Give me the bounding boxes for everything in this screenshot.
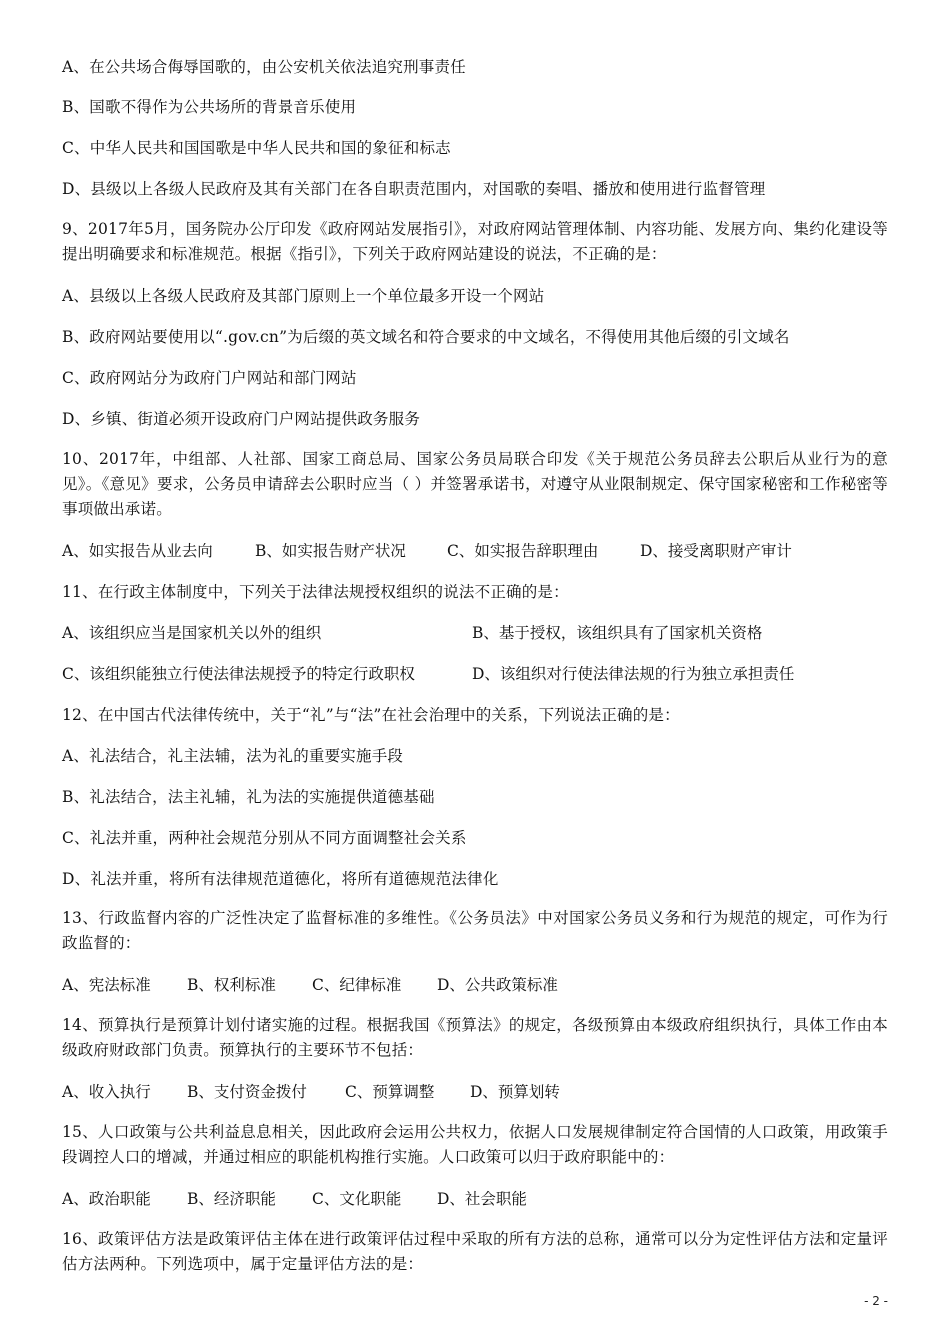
q10-option-c: C、如实报告辞职理由	[447, 542, 599, 560]
q11-option-a: A、该组织应当是国家机关以外的组织	[62, 624, 322, 642]
q15-option-b: B、经济职能	[187, 1190, 276, 1208]
q8-option-b: B、国歌不得作为公共场所的背景音乐使用	[62, 98, 357, 116]
q15-option-a: A、政治职能	[62, 1190, 151, 1208]
q14-option-a: A、收入执行	[62, 1083, 151, 1101]
q15-stem: 15、人口政策与公共利益息息相关，因此政府会运用公共权力，依据人口发展规律制定符合国情的人口政策，用政策手段调控人口的增减，并通过相应的职能机构推行实施。人口政策可以归于政府职能中的：	[62, 1123, 888, 1166]
q14-stem: 14、预算执行是预算计划付诸实施的过程。根据我国《预算法》的规定，各级预算由本级政府组织执行，具体工作由本级政府财政部门负责。预算执行的主要环节不包括：	[62, 1016, 888, 1059]
q9-option-c: C、政府网站分为政府门户网站和部门网站	[62, 369, 357, 387]
q12-option-d: D、礼法并重，将所有法律规范道德化，将所有道德规范法律化	[62, 870, 499, 888]
q11-option-d: D、该组织对行使法律法规的行为独立承担责任	[472, 665, 795, 683]
q15-option-d: D、社会职能	[437, 1190, 527, 1208]
q15-option-c: C、文化职能	[312, 1190, 402, 1208]
q8-option-d: D、县级以上各级人民政府及其有关部门在各自职责范围内，对国歌的奏唱、播放和使用进行监督管理	[62, 180, 766, 198]
q14-option-c: C、预算调整	[345, 1083, 435, 1101]
q13-option-d: D、公共政策标准	[437, 976, 558, 994]
q10-option-b: B、如实报告财产状况	[255, 542, 406, 560]
q9-option-a: A、县级以上各级人民政府及其部门原则上一个单位最多开设一个网站	[62, 287, 545, 305]
q8-option-a: A、在公共场合侮辱国歌的，由公安机关依法追究刑事责任	[62, 58, 466, 76]
q14-option-d: D、预算划转	[470, 1083, 560, 1101]
q14-option-b: B、支付资金拨付	[187, 1083, 307, 1101]
q12-option-a: A、礼法结合，礼主法辅，法为礼的重要实施手段	[62, 747, 404, 765]
q10-stem: 10、2017年，中组部、人社部、国家工商总局、国家公务员局联合印发《关于规范公务员辞去公职后从业行为的意见》。《意见》要求，公务员申请辞去公职时应当（ ）并签署承诺书，对遵守从业限制规定、保守国家秘密和工作秘密等事项做出承诺。	[62, 450, 888, 518]
q10-option-d: D、接受离职财产审计	[640, 542, 792, 560]
page-number: - 2 -	[864, 1294, 888, 1308]
q10-option-a: A、如实报告从业去向	[62, 542, 213, 560]
q13-option-b: B、权利标准	[187, 976, 276, 994]
q9-option-b: B、政府网站要使用以“.gov.cn”为后缀的英文域名和符合要求的中文域名，不得使用其他后缀的引文域名	[62, 328, 790, 346]
q11-option-b: B、基于授权，该组织具有了国家机关资格	[472, 624, 763, 642]
q8-option-c: C、中华人民共和国国歌是中华人民共和国的象征和标志	[62, 139, 451, 157]
q12-option-b: B、礼法结合，法主礼辅，礼为法的实施提供道德基础	[62, 788, 435, 806]
q16-stem: 16、政策评估方法是政策评估主体在进行政策评估过程中采取的所有方法的总称，通常可以分为定性评估方法和定量评估方法两种。下列选项中，属于定量评估方法的是：	[62, 1230, 888, 1273]
q12-option-c: C、礼法并重，两种社会规范分别从不同方面调整社会关系	[62, 829, 467, 847]
q12-stem: 12、在中国古代法律传统中，关于“礼”与“法”在社会治理中的关系，下列说法正确的是：	[62, 706, 680, 724]
q9-option-d: D、乡镇、街道必须开设政府门户网站提供政务服务	[62, 410, 421, 428]
q11-stem: 11、在行政主体制度中，下列关于法律法规授权组织的说法不正确的是：	[62, 583, 569, 601]
q13-option-a: A、宪法标准	[62, 976, 151, 994]
q13-option-c: C、纪律标准	[312, 976, 402, 994]
q13-stem: 13、行政监督内容的广泛性决定了监督标准的多维性。《公务员法》中对国家公务员义务和行为规范的规定，可作为行政监督的：	[62, 909, 888, 952]
q11-option-c: C、该组织能独立行使法律法规授予的特定行政职权	[62, 665, 415, 683]
q9-stem: 9、2017年5月，国务院办公厅印发《政府网站发展指引》，对政府网站管理体制、内容功能、发展方向、集约化建设等提出明确要求和标准规范。根据《指引》，下列关于政府网站建设的说法，不正确的是：	[62, 220, 888, 263]
